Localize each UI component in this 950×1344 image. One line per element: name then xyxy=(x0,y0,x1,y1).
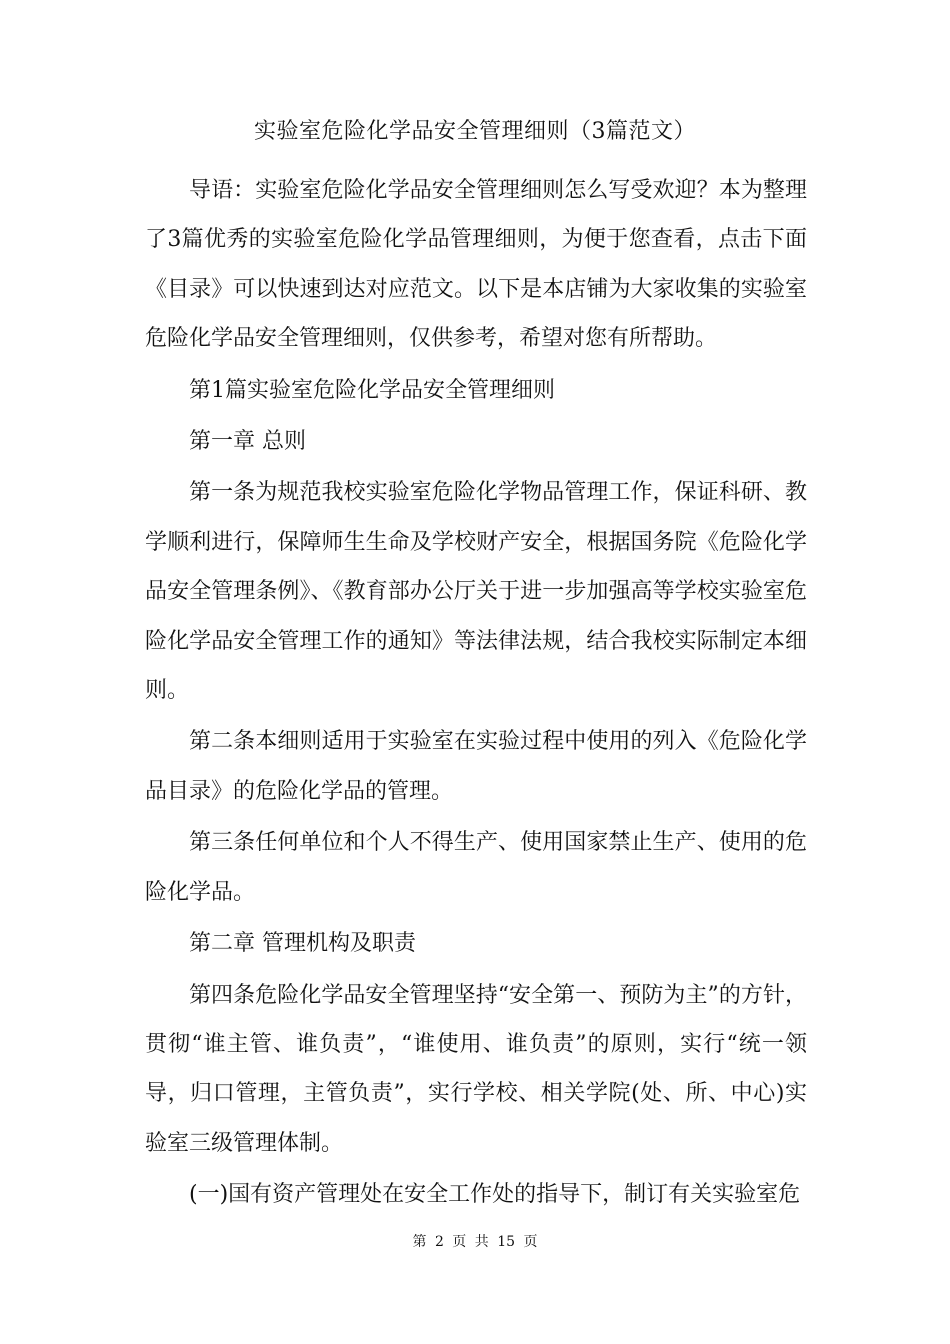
paragraph-intro: 导语：实验室危险化学品安全管理细则怎么写受欢迎？本为整理了3篇优秀的实验室危险化学品管理细则，为便于您查看，点击下面《目录》可以快速到达对应范文。以下是本店铺为大家收集的实验室危险化学品安全管理细则，仅供参考，希望对您有所帮助。 xyxy=(145,178,807,352)
document-title: 实验室危险化学品安全管理细则（3篇范文） xyxy=(254,119,696,144)
page-footer: 第 2 页 共 15 页 xyxy=(412,1234,538,1250)
paragraph-item-1: (一)国有资产管理处在安全工作处的指导下，制订有关实验室危 xyxy=(189,1182,801,1208)
paragraph-article-4: 第四条危险化学品安全管理坚持“安全第一、预防为主”的方针，贯彻“谁主管、谁负责”，“谁使用、谁负责”的原则，实行“统一领导，归口管理，主管负责”，实行学校、相关学院(处、所、中心)实验室三级管理体制。 xyxy=(145,982,807,1156)
paragraph-article-3: 第三条任何单位和个人不得生产、使用国家禁止生产、使用的危险化学品。 xyxy=(145,830,807,905)
document-body xyxy=(145,166,807,1222)
paragraph-chapter-1-heading: 第一章 总则 xyxy=(189,429,306,455)
paragraph-article-1: 第一条为规范我校实验室危险化学物品管理工作，保证科研、教学顺利进行，保障师生生命及学校财产安全，根据国务院《危险化学品安全管理条例》、《教育部办公厅关于进一步加强高等学校实验室危险化学品安全管理工作的通知》等法律法规，结合我校实际制定本细则。 xyxy=(145,480,807,704)
paragraph-section-heading: 第1篇实验室危险化学品安全管理细则 xyxy=(189,377,555,403)
paragraph-article-2: 第二条本细则适用于实验室在实验过程中使用的列入《危险化学品目录》的危险化学品的管理。 xyxy=(145,729,807,804)
paragraph-chapter-2-heading: 第二章 管理机构及职责 xyxy=(189,931,416,957)
